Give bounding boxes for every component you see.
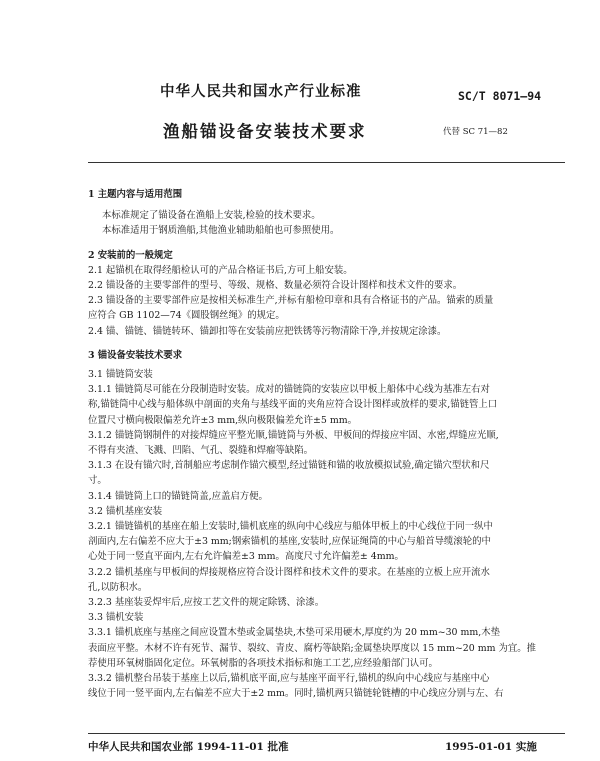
section-heading: 3 锚设备安装技术要求 <box>88 349 183 361</box>
paragraph-line: 表面应平整。木材不许有死节、漏节、裂纹、青皮、腐朽等缺陷;金属垫块厚度以 15 mm~20 mm 为宜。推 <box>88 642 536 654</box>
paragraph-line: 3.1.3 在设有锚穴时,首制船应考虑制作锚穴模型,经过锚链和锚的收放模拟试验,确定锚穴型状和尺 <box>88 460 490 472</box>
paragraph-line: 称,锚链筒中心线与船体纵中剖面的夹角与基线平面的夹角应符合设计图样或放样的要求,锚链管上口 <box>88 399 498 411</box>
standard-body-title: 中华人民共和国水产行业标准 <box>160 83 362 100</box>
paragraph-line: 荐使用环氧树脂固化定位。环氧树脂的各项技术指标和施工工艺,应经验船部门认可。 <box>88 657 438 669</box>
top-rule <box>88 162 565 163</box>
page-title: 渔船锚设备安装技术要求 <box>163 122 367 141</box>
section-heading: 1 主题内容与适用范围 <box>88 189 183 200</box>
paragraph-line: 本标准适用于钢质渔船,其他渔业辅助船舶也可参照使用。 <box>102 225 340 237</box>
paragraph-line: 剖面内,左右偏差不应大于±3 mm;钢索锚机的基座,安装时,应保证绳筒的中心与船首导缆滚轮的中 <box>88 536 491 548</box>
paragraph-line: 3.2.1 锚链锚机的基座在船上安装时,锚机底座的纵向中心线应与船体甲板上的中心线位于同一纵中 <box>88 521 493 533</box>
paragraph-line: 应符合 GB 1102—74《圆股钢丝绳》的规定。 <box>88 310 285 322</box>
paragraph-line: 3.1.4 锚链筒上口的锚链筒盖,应盖启方便。 <box>88 490 268 502</box>
paragraph-line: 本标准规定了锚设备在渔船上安装,检验的技术要求。 <box>102 210 321 222</box>
section-heading: 2 安装前的一般规定 <box>88 249 173 261</box>
paragraph-line: 3.3.2 锚机整台吊装于基座上以后,锚机底平面,应与基座平面平行,锚机的纵向中心线应与基座中心 <box>88 673 490 685</box>
paragraph-line: 2.3 锚设备的主要零部件应是按相关标准生产,并标有船检印章和具有合格证书的产品。锚索的质量 <box>88 295 494 307</box>
paragraph-line: 线位于同一竖平面内,左右偏差不应大于±2 mm。同时,锚机两只锚链轮链槽的中心线应分别与左、右 <box>88 688 504 700</box>
paragraph-line: 心处于同一竖直平面内,左右允许偏差±3 mm。高度尺寸允许偏差± 4mm。 <box>88 551 404 563</box>
paragraph-line: 2.4 锚、锚链、锚链转环、锚卸扣等在安装前应把铁锈等污物清除干净,并按规定涂漆。 <box>88 325 447 337</box>
paragraph-line: 不得有夹渣、飞溅、凹陷、气孔、裂缝和焊瘤等缺陷。 <box>88 445 314 457</box>
document-body <box>88 187 564 702</box>
paragraph-line: 孔,以防积水。 <box>88 581 148 593</box>
paragraph-line: 2.1 起锚机在取得经船检认可的产品合格证书后,方可上船安装。 <box>88 264 353 276</box>
paragraph-line: 3.2.2 锚机基座与甲板间的焊接规格应符合设计图样和技术文件的要求。在基座的立板上应开流水 <box>88 566 490 578</box>
paragraph-line: 2.2 锚设备的主要零部件的型号、等级、规格、数量必须符合设计图样和技术文件的要求。 <box>88 280 463 292</box>
implementation-date: 1995-01-01 实施 <box>445 741 537 753</box>
paragraph-line: 寸。 <box>88 475 107 487</box>
paragraph-line: 3.2.3 基座装妥焊牢后,应按工艺文件的规定除锈、涂漆。 <box>88 597 325 609</box>
paragraph-line: 3.3.1 锚机底座与基座之间应设置木垫或金属垫块,木垫可采用硬木,厚度约为 20 mm~30 mm,木垫 <box>88 627 500 639</box>
replaces-note: 代替 SC 71—82 <box>443 127 508 137</box>
approval-note: 中华人民共和国农业部 1994-11-01 批准 <box>88 741 289 753</box>
paragraph-line: 3.2 锚机基座安装 <box>88 505 163 517</box>
paragraph-line: 3.3 锚机安装 <box>88 612 144 624</box>
paragraph-line: 3.1.2 锚链筒钢制件的对接焊缝应平整光顺,锚链筒与外板、甲板间的焊接应牢固、水密,焊缝应光顺, <box>88 429 499 441</box>
bottom-rule <box>88 733 565 734</box>
standard-code: SC/T 8071—94 <box>458 89 542 103</box>
paragraph-line: 3.1 锚链筒安装 <box>88 369 153 381</box>
paragraph-line: 位置尺寸横向极限偏差允许±3 mm,纵向极限偏差允许±5 mm。 <box>88 414 358 426</box>
paragraph-line: 3.1.1 锚链筒尽可能在分段制造时安装。成对的锚链筒的安装应以甲板上船体中心线为基准左右对 <box>88 384 490 396</box>
